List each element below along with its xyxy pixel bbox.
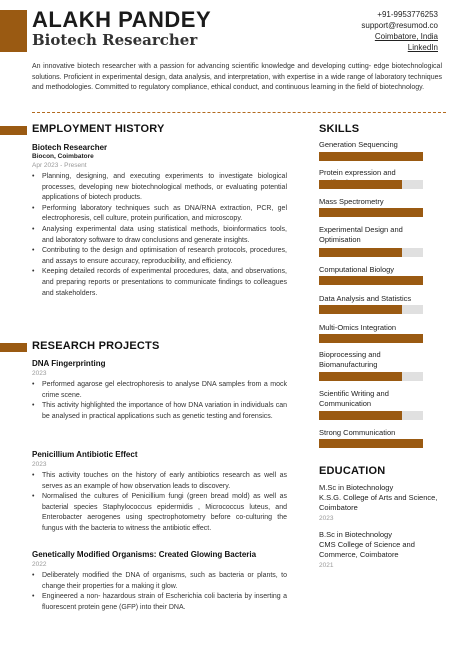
candidate-name: ALAKH PANDEY xyxy=(32,7,212,32)
project-bullets xyxy=(32,471,287,535)
employment-section xyxy=(32,143,287,299)
skill-bar-fill xyxy=(319,248,402,257)
skill-bar xyxy=(319,276,423,285)
email[interactable]: support@resumod.co xyxy=(361,21,438,30)
skill-item xyxy=(319,197,425,225)
skill-name: Multi-Omics Integration xyxy=(319,323,397,332)
projects-title: RESEARCH PROJECTS xyxy=(32,340,160,352)
skill-item xyxy=(319,294,425,323)
skill-item xyxy=(319,265,425,294)
skill-name: Computational Biology xyxy=(319,265,395,274)
education-year: 2021 xyxy=(319,562,334,569)
skill-bar xyxy=(319,411,423,420)
phone: +91-9953776253 xyxy=(377,10,438,19)
contact-block xyxy=(361,9,438,53)
list-item: • Deliberately modified the DNA of organisms, such as bacteria or plants, to change their properties for a making it glow. xyxy=(42,571,287,592)
skill-item xyxy=(319,140,425,168)
list-item: • Keeping detailed records of experimental procedures, data, and observations, and preparing reports or presentations to communicate findings to colleagues and stakeholders. xyxy=(42,267,287,299)
education-list xyxy=(319,483,439,571)
degree: M.Sc in Biotechnology xyxy=(319,483,394,492)
education-title: EDUCATION xyxy=(319,465,386,477)
skill-bar xyxy=(319,372,423,381)
skills-title: SKILLS xyxy=(319,123,360,135)
skill-bar xyxy=(319,208,423,217)
project-title: Genetically Modified Organisms: Created Glowing Bacteria xyxy=(32,550,257,559)
list-item: • This activity touches on the history of early antibiotics research as well as serves as an example of how observation leads to discovery. xyxy=(42,471,287,492)
list-item: • Contributing to the design and optimisation of research protocols, procedures, and assays to ensure accuracy, reproducibility, and efficiency. xyxy=(42,246,287,267)
skill-name: Experimental Design and Optimisation xyxy=(319,225,403,244)
skill-bar xyxy=(319,248,423,257)
project-bullets xyxy=(32,380,287,422)
skill-bar-fill xyxy=(319,180,402,189)
skill-bar xyxy=(319,334,423,343)
education-year: 2023 xyxy=(319,515,334,522)
job-company: Biocon, Coimbatore xyxy=(32,153,94,160)
skill-item xyxy=(319,389,425,428)
job-dates: Apr 2023 - Present xyxy=(32,162,87,169)
skill-bar-fill xyxy=(319,276,423,285)
header-accent-bar xyxy=(0,10,27,52)
list-item: • Performing laboratory techniques such as DNA/RNA extraction, PCR, gel electrophoresis, cell culture, protein purification, and microscopy. xyxy=(42,204,287,225)
project-dna xyxy=(32,359,287,422)
project-penicillium xyxy=(32,450,287,535)
job-bullets xyxy=(32,172,287,299)
project-year: 2023 xyxy=(32,461,47,468)
skill-item xyxy=(319,225,425,265)
candidate-role: Biotech Researcher xyxy=(32,31,198,49)
skill-bar-fill xyxy=(319,334,423,343)
skill-name: Scientific Writing and Communication xyxy=(319,389,389,408)
location: Coimbatore, India xyxy=(374,32,438,41)
skill-bar xyxy=(319,180,423,189)
skill-bar-fill xyxy=(319,208,423,217)
skills-list xyxy=(319,140,425,450)
skill-bar-fill xyxy=(319,305,402,314)
divider xyxy=(32,112,446,113)
skill-item xyxy=(319,350,425,389)
skill-name: Generation Sequencing xyxy=(319,140,398,149)
skill-bar-fill xyxy=(319,411,402,420)
project-gmo xyxy=(32,550,287,613)
skill-bar-fill xyxy=(319,372,402,381)
skill-bar xyxy=(319,152,423,161)
skill-name: Bioprocessing and Biomanufacturing xyxy=(319,350,381,369)
degree: B.Sc in Biotechnology xyxy=(319,530,392,539)
project-year: 2023 xyxy=(32,370,47,377)
skill-item xyxy=(319,428,425,450)
school: CMS College of Science and Commerce, Coimbatore xyxy=(319,540,415,559)
school: K.S.G. College of Arts and Science, Coimbatore xyxy=(319,493,438,512)
education-item xyxy=(319,483,439,524)
list-item: • This activity highlighted the importance of how DNA variation in individuals can be analysed in practical applications such as genetic testing and forensics. xyxy=(42,401,287,422)
project-title: Penicillium Antibiotic Effect xyxy=(32,450,138,459)
linkedin-link[interactable]: LinkedIn xyxy=(407,43,438,52)
skill-bar xyxy=(319,439,423,448)
skill-name: Strong Communication xyxy=(319,428,396,437)
project-year: 2022 xyxy=(32,561,47,568)
list-item: • Engineered a non- hazardous strain of Escherichia coli bacteria by inserting a fluorescent protein gene (GFP) into their DNA. xyxy=(42,592,287,613)
section-accent-bar xyxy=(0,343,27,352)
skill-item xyxy=(319,323,425,350)
skill-name: Mass Spectrometry xyxy=(319,197,384,206)
section-accent-bar xyxy=(0,126,27,135)
skill-name: Data Analysis and Statistics xyxy=(319,294,412,303)
list-item: • Performed agarose gel electrophoresis to analyse DNA samples from a mock crime scene. xyxy=(42,380,287,401)
project-title: DNA Fingerprinting xyxy=(32,359,106,368)
list-item: • Planning, designing, and executing experiments to investigate biological processes, developing new biotechnological methods, or evaluating potential applications of biotech products. xyxy=(42,172,287,204)
employment-title: EMPLOYMENT HISTORY xyxy=(32,123,165,135)
skill-bar xyxy=(319,305,423,314)
skill-bar-fill xyxy=(319,152,423,161)
list-item: • Normalised the cultures of Penicillium fungi (green bread mold) as well as bacterial species Staphylococcus epidermidis , Micrococcus luteus, and Enterobacter aerogenes using spectrophotometry before co-culturing the fungus with the bacteria to witness the antibiotic effect. xyxy=(42,492,287,534)
list-item: • Analysing experimental data using statistical methods, bioinformatics tools, and laboratory software to draw conclusions and generate insights. xyxy=(42,225,287,246)
education-item xyxy=(319,530,439,571)
skill-bar-fill xyxy=(319,439,423,448)
skill-item xyxy=(319,168,425,197)
project-bullets xyxy=(32,571,287,613)
job-title: Biotech Researcher xyxy=(32,143,108,152)
skill-name: Protein expression and xyxy=(319,168,396,177)
summary: An innovative biotech researcher with a passion for advancing scientific knowledge and developing cutting- edge biotechnological solutions. Proficient in experimental design, data analysis, and interpretation, with expertise in a wide range of laboratory techniques and methodologies. Committed to regulatory compliance, ethical conduct, and continuous learning in the field of biotechnology. xyxy=(32,63,442,92)
